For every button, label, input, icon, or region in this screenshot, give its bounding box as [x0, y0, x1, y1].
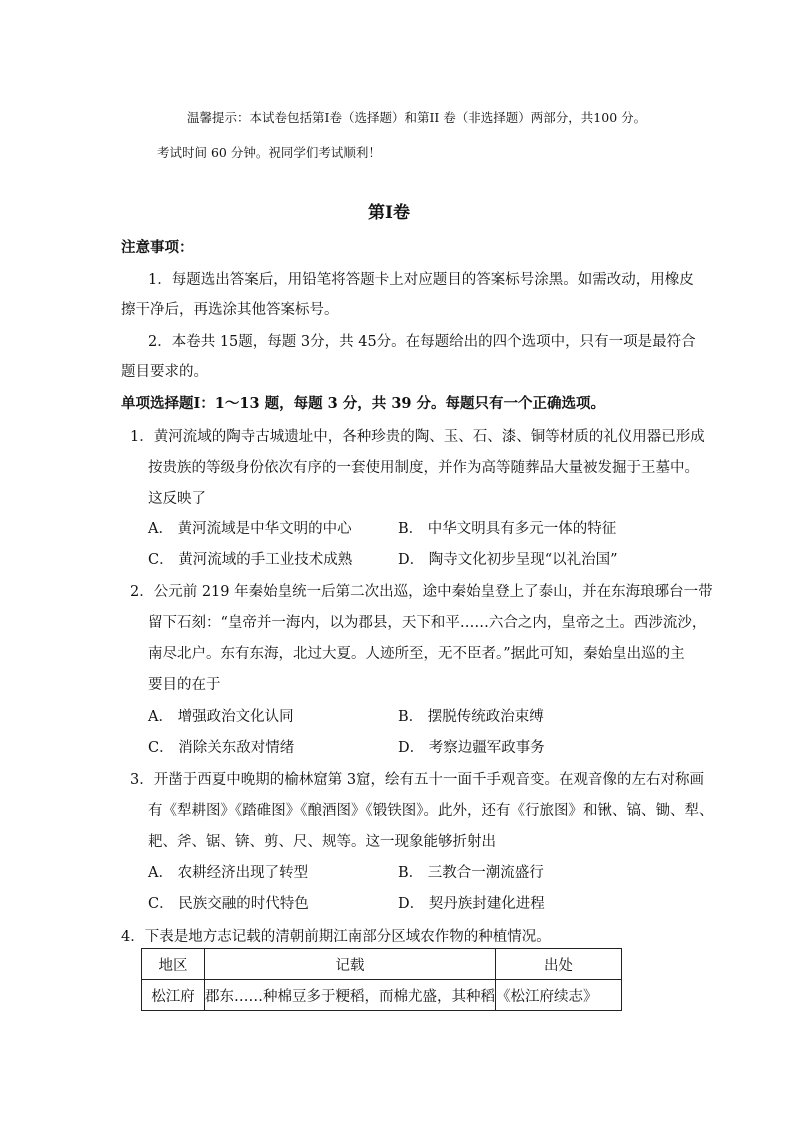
- question-1-option-d[interactable]: D． 陶寺文化初步呈现“以礼治国”: [398, 552, 618, 568]
- question-3-option-c[interactable]: C． 民族交融的时代特色: [148, 896, 309, 912]
- table-cell: 松江府: [142, 980, 205, 1011]
- question-3-option-d[interactable]: D． 契丹族封建化进程: [398, 896, 545, 912]
- volume-title: 第Ⅰ卷: [368, 203, 410, 223]
- question-1-option-b[interactable]: B． 中华文明具有多元一体的特征: [398, 521, 617, 537]
- notice-item-1-line-2: 擦干净后，再选涂其他答案标号。: [121, 302, 339, 318]
- section-heading: 单项选择题Ⅰ：1～13 题，每题 3 分，共 39 分。每题只有一个正确选项。: [121, 395, 606, 412]
- table-row: [142, 980, 622, 1011]
- question-3-line-2: 有《犁耕图》《踏碓图》《酿酒图》《锻铁图》。此外，还有《行旅图》和锹、镐、锄、犁、: [148, 803, 714, 819]
- question-3-line-1: 3．开凿于西夏中晚期的榆林窟第 3窟，绘有五十一面千手观音变。在观音像的左右对称画: [130, 772, 705, 788]
- question-1-line-1: 1．黄河流域的陶寺古城遗址中，各种珍贵的陶、玉、石、漆、铜等材质的礼仪用器已形成: [130, 429, 705, 445]
- tip-line-2: 考试时间 60 分钟。祝同学们考试顺利！: [157, 145, 381, 160]
- notice-item-1-line-1: 1．每题选出答案后，用铅笔将答题卡上对应题目的答案标号涂黑。如需改动，用橡皮: [148, 272, 694, 288]
- question-2-option-c[interactable]: C． 消除关东敌对情绪: [148, 740, 295, 756]
- question-2-line-3: 南尽北户。东有东海，北过大夏。人迹所至，无不臣者。”据此可知，秦始皇出巡的主: [148, 646, 685, 662]
- question-2-option-b[interactable]: B． 摆脱传统政治束缚: [398, 709, 544, 725]
- notice-item-2-line-1: 2．本卷共 15题，每题 3分，共 45分。在每题给出的四个选项中，只有一项是最符合: [148, 334, 696, 350]
- question-2-line-2: 留下石刻：“皇帝并一海内，以为郡县，天下和平……六合之内，皇帝之土。西涉流沙，: [148, 615, 707, 631]
- question-3-option-a[interactable]: A． 农耕经济出现了转型: [148, 865, 309, 881]
- table-header-row: [142, 949, 622, 980]
- notice-heading: 注意事项：: [121, 239, 194, 256]
- question-2-option-d[interactable]: D． 考察边疆军政事务: [398, 740, 545, 756]
- table-cell: 《松江府续志》: [496, 980, 622, 1011]
- table-header-cell: 记载: [205, 949, 496, 980]
- crop-records-table: [141, 948, 622, 1011]
- question-2-line-1: 2．公元前 219 年秦始皇统一后第二次出巡，途中秦始皇登上了泰山，并在东海琅琊台一带: [130, 584, 713, 600]
- question-1-option-a[interactable]: A． 黄河流域是中华文明的中心: [148, 521, 352, 537]
- table-cell: 郡东……种棉豆多于粳稻，而棉尤盛，其种稻: [205, 980, 496, 1011]
- table-header-cell: 地区: [142, 949, 205, 980]
- question-1-line-2: 按贵族的等级身份依次有序的一套使用制度，并作为高等随葬品大量被发掘于王墓中。: [148, 460, 699, 476]
- question-3-line-3: 耙、斧、锯、锛、剪、尺、规等。这一现象能够折射出: [148, 834, 496, 850]
- table-header-cell: 出处: [496, 949, 622, 980]
- question-1-option-c[interactable]: C． 黄河流域的手工业技术成熟: [148, 552, 353, 568]
- question-2-line-4: 要目的在于: [148, 677, 221, 693]
- question-3-option-b[interactable]: B． 三教合一潮流盛行: [398, 865, 544, 881]
- question-1-line-3: 这反映了: [148, 491, 206, 507]
- notice-item-2-line-2: 题目要求的。: [121, 364, 208, 380]
- question-4-line-1: 4．下表是地方志记载的清朝前期江南部分区域农作物的种植情况。: [121, 929, 551, 945]
- tip-line-1: 温馨提示：本试卷包括第Ⅰ卷（选择题）和第II 卷（非选择题）两部分，共100 分。: [187, 110, 647, 125]
- question-2-option-a[interactable]: A． 增强政治文化认同: [148, 709, 294, 725]
